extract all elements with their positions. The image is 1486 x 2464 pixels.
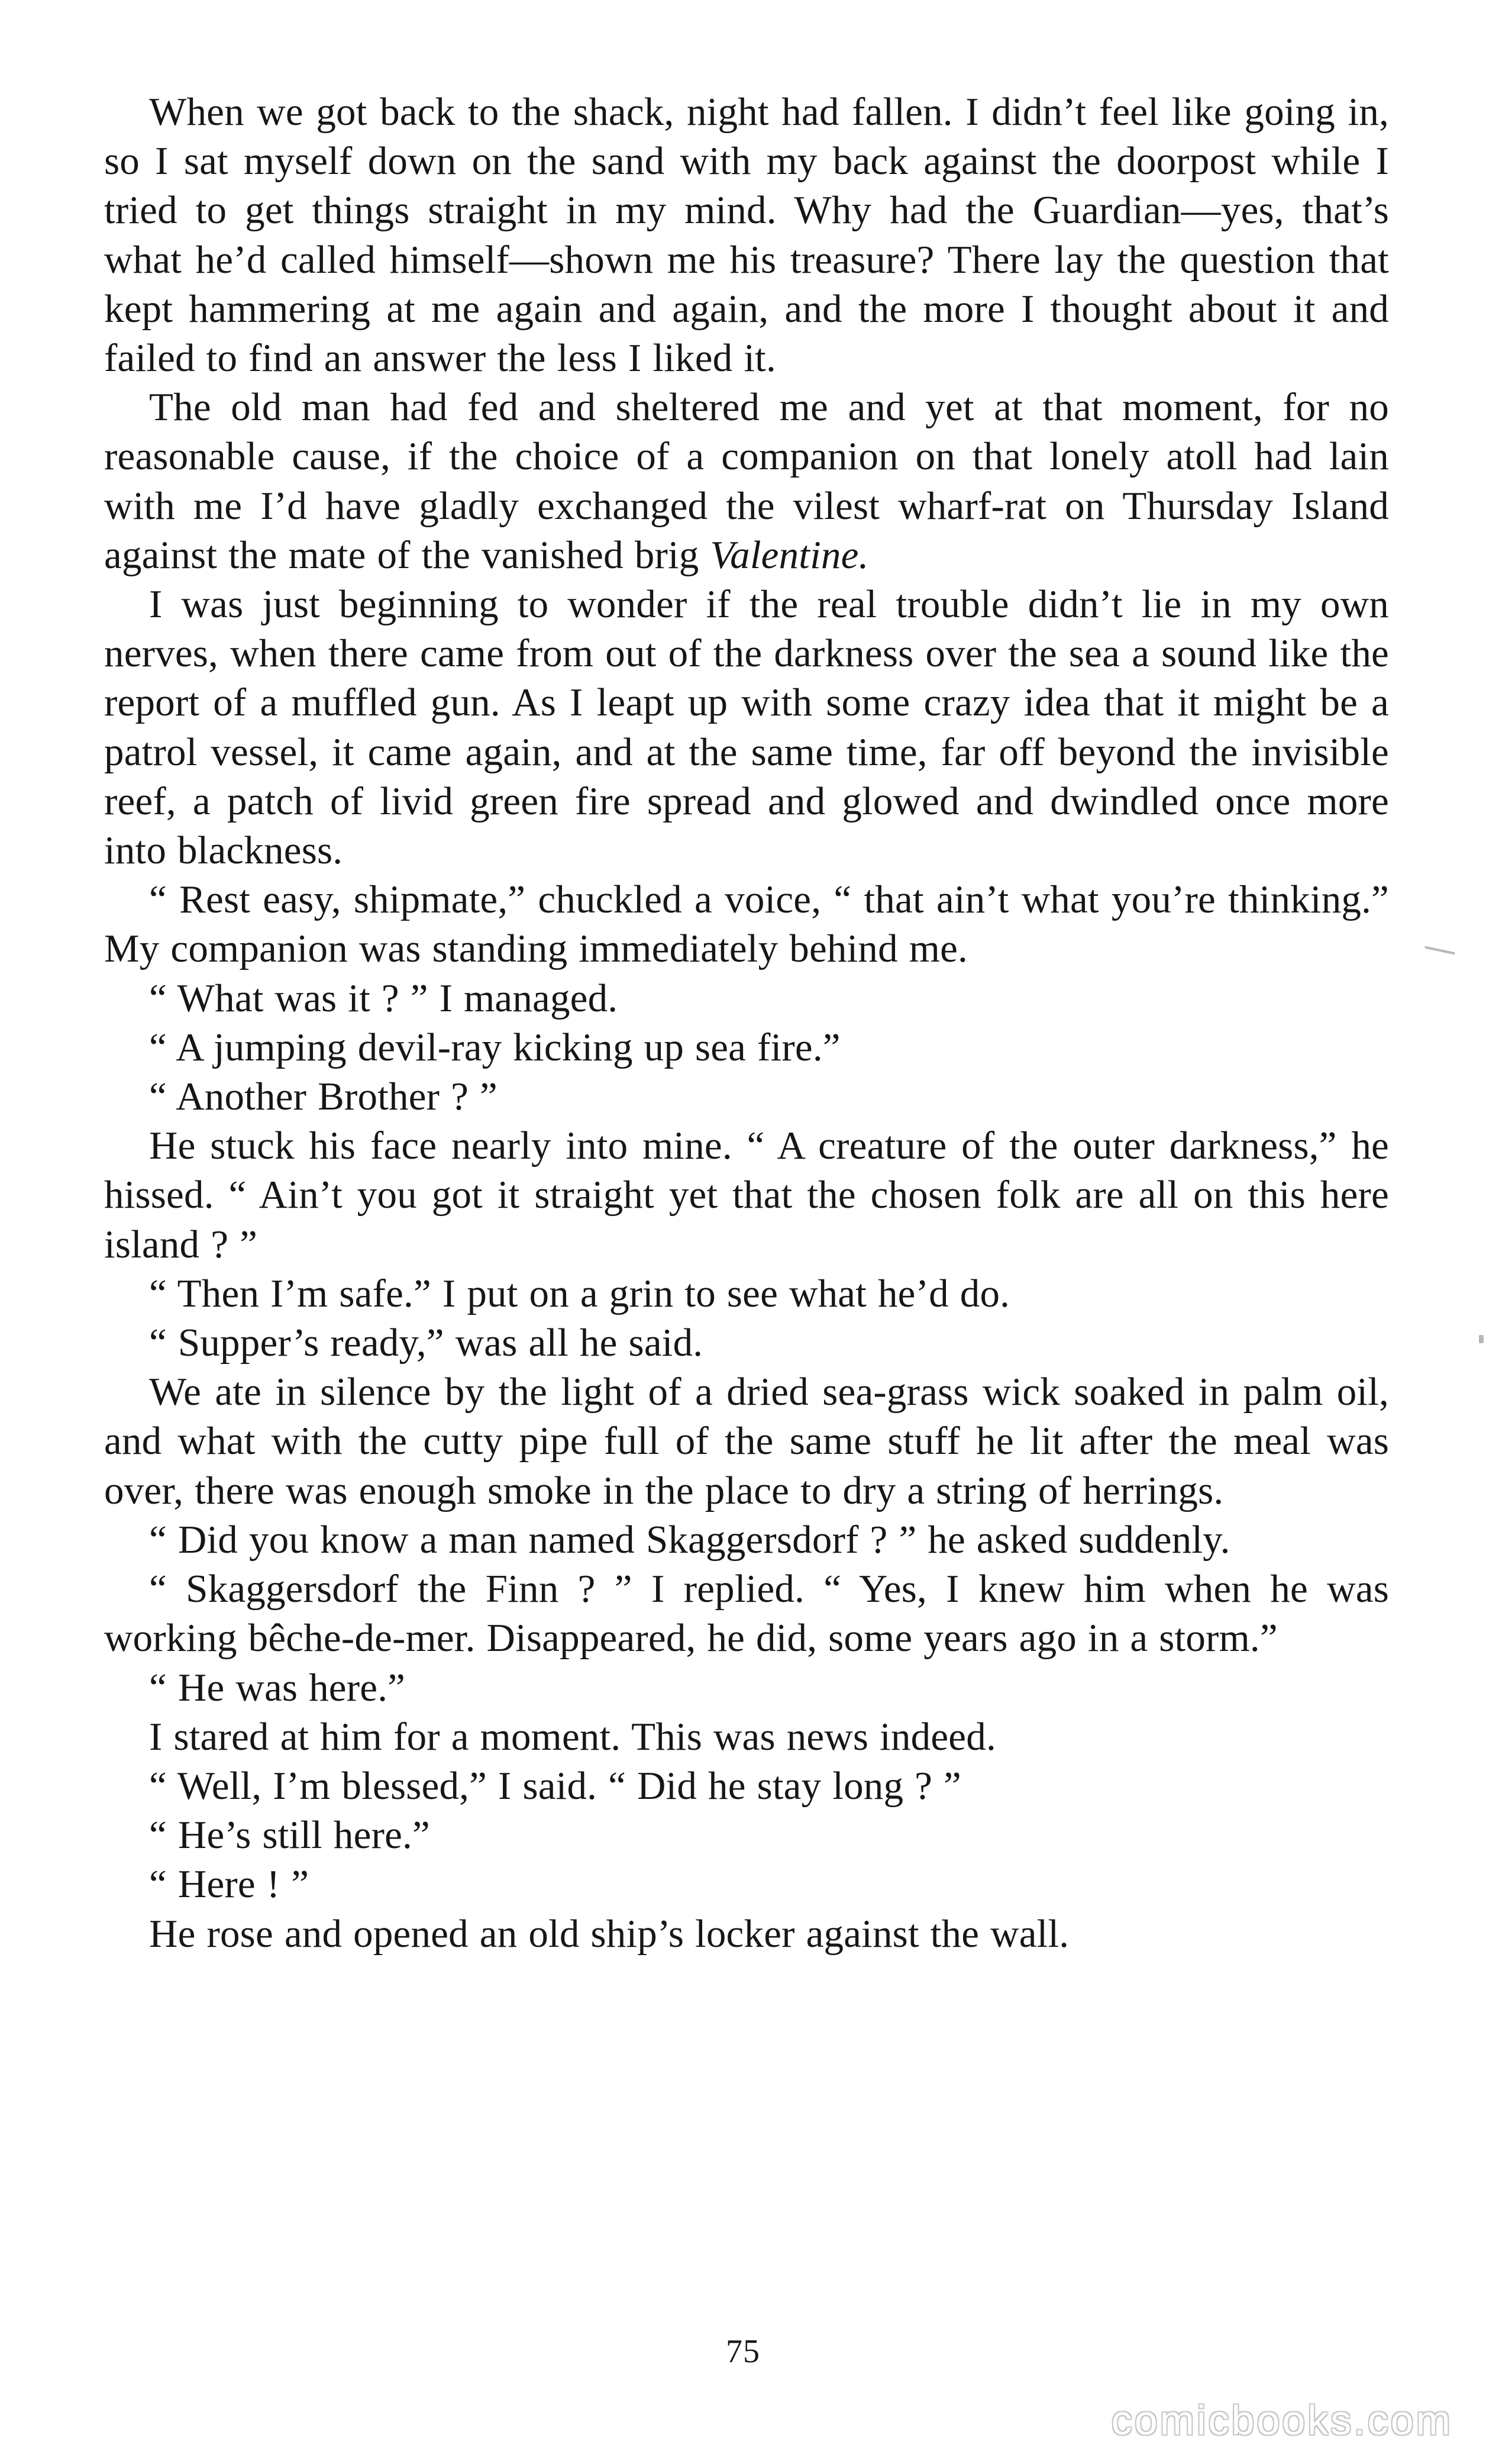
margin-mark <box>1424 946 1455 955</box>
paragraph-4: “ Rest easy, shipmate,” chuckled a voice, “ that ain’t what you’re thinking.” My companion was standing immediately behind me. <box>104 878 1389 971</box>
paragraph-14: “ He was here.” <box>149 1665 406 1710</box>
paragraph-19: He rose and opened an old ship’s locker against the wall. <box>149 1911 1070 1956</box>
paragraph-3: I was just beginning to wonder if the real trouble didn’t lie in my own nerves, when there came from out of the darkness over the sea a sound like the report of a muffled gun. As I leapt up with some crazy idea that it might be a patrol vessel, it came again, and at the same time, far off beyond the invisible reef, a patch of livid green fire spread and glowed and dwindled once more into blackness. <box>104 582 1389 873</box>
page-number: 75 <box>726 2333 760 2370</box>
paragraph-2-text: The old man had fed and sheltered me and yet at that moment, for no reasonable cause, if the choice of a companion on that lonely atoll had lain with me I’d have gladly exchanged the vilest wharf-rat on Thursday Island against the mate of the vanished brig <box>104 385 1389 577</box>
margin-mark-small <box>1479 1335 1484 1343</box>
paragraph-13: “ Skaggersdorf the Finn ? ” I replied. “ Yes, I knew him when he was working bêche-de-mer. Disappeared, he did, some years ago in a storm.” <box>104 1567 1389 1660</box>
paragraph-6: “ A jumping devil-ray kicking up sea fire.” <box>149 1025 841 1069</box>
paragraph-7: “ Another Brother ? ” <box>149 1075 498 1119</box>
watermark-text: comicbooks.com <box>1111 2397 1453 2443</box>
paragraph-18: “ Here ! ” <box>149 1862 309 1907</box>
paragraph-12: “ Did you know a man named Skaggersdorf ? ” he asked suddenly. <box>149 1517 1230 1562</box>
paragraph-15: I stared at him for a moment. This was news indeed. <box>149 1714 996 1759</box>
paragraph-17: “ He’s still here.” <box>149 1813 430 1857</box>
paragraph-5: “ What was it ? ” I managed. <box>149 976 618 1020</box>
body-text <box>104 88 1389 1959</box>
paragraph-1: When we got back to the shack, night had fallen. I didn’t feel like going in, so I sat myself down on the sand with my back against the doorpost while I tried to get things straight in my mind. Why had the Guardian—yes, that’s what he’d called himself—shown me his treasure? There lay the question that kept hammering at me again and again, and the more I thought about it and failed to find an answer the less I liked it. <box>104 90 1389 380</box>
ship-name: Valentine. <box>710 533 869 577</box>
paragraph-10: “ Supper’s ready,” was all he said. <box>149 1321 703 1365</box>
paragraph-9: “ Then I’m safe.” I put on a grin to see what he’d do. <box>149 1271 1010 1315</box>
paragraph-2 <box>104 383 1389 580</box>
paragraph-16: “ Well, I’m blessed,” I said. “ Did he stay long ? ” <box>149 1763 961 1808</box>
paragraph-11: We ate in silence by the light of a dried sea-grass wick soaked in palm oil, and what with the cutty pipe full of the same stuff he lit after the meal was over, there was enough smoke in the place to dry a string of herrings. <box>104 1370 1389 1512</box>
paragraph-8: He stuck his face nearly into mine. “ A creature of the outer darkness,” he hissed. “ Ain’t you got it straight yet that the chosen folk are all on this here island ? ” <box>104 1124 1389 1266</box>
